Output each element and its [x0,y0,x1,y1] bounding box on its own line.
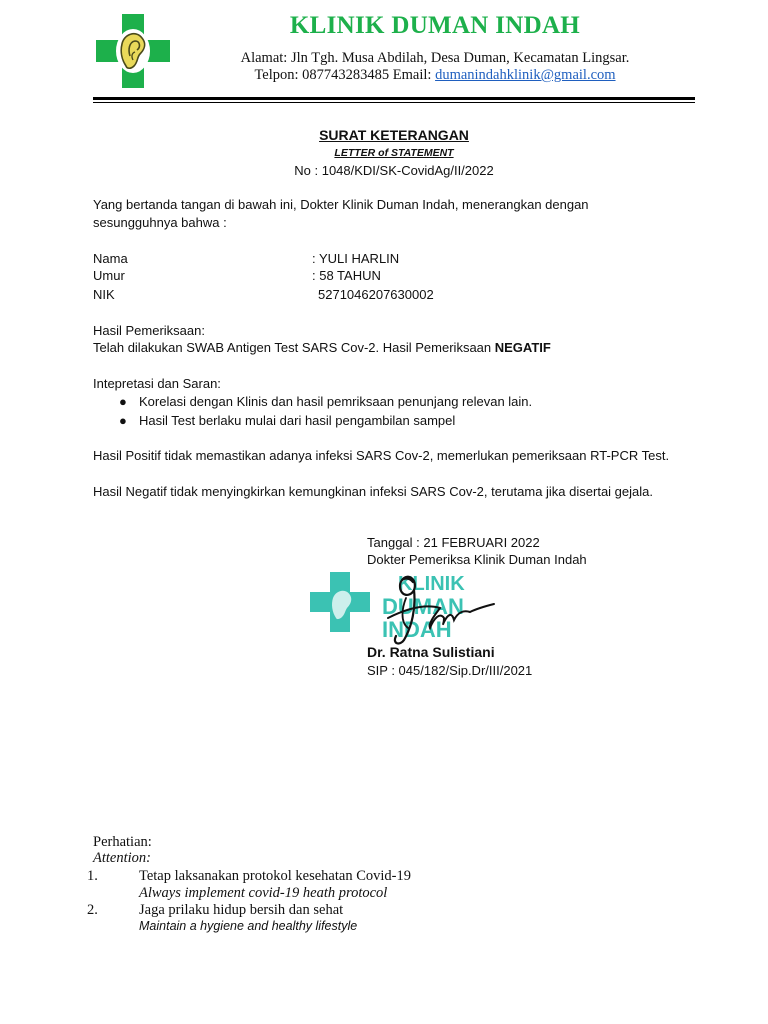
attention-item: Tetap laksanakan protokol kesehatan Covid-19 [139,868,411,884]
attention-item: Jaga prilaku hidup bersih dan sehat [139,902,344,918]
bullet-icon: ● [119,413,127,428]
letter-title: SURAT KETERANGAN [319,127,469,143]
nik-value: 5271046207630002 [318,287,434,302]
clinic-address: Alamat: Jln Tgh. Musa Abdilah, Desa Duman, Kecamatan Lingsar. [240,50,630,66]
header-divider-thick [93,97,695,100]
clinic-contact [200,67,670,84]
stamp-line-3: INDAH [382,617,452,642]
attention-item-en: Maintain a hygiene and healthy lifestyle [139,919,358,933]
intro-line-2: sesungguhnya bahwa : [93,215,227,230]
header-divider-thin [93,102,695,103]
attention-item-en: Always implement covid-19 heath protocol [139,885,388,901]
intro-line-1: Yang bertanda tangan di bawah ini, Dokter Klinik Duman Indah, menerangkan dengan [93,197,589,212]
handwritten-signature [378,568,498,653]
letter-subtitle: LETTER of STATEMENT [334,147,454,159]
stamp-line-2: DUMAN [382,594,464,619]
attention-number: 2. [87,902,98,918]
signature-role: Dokter Pemeriksa Klinik Duman Indah [367,552,587,567]
medical-cross-ear-logo-icon [96,14,170,88]
doctor-sip: SIP : 045/182/Sip.Dr/III/2021 [367,663,533,678]
advice-item: Hasil Test berlaku mulai dari hasil pengambilan sampel [139,413,456,428]
signature-date: Tanggal : 21 FEBRUARI 2022 [367,535,540,550]
doctor-name: Dr. Ratna Sulistiani [367,644,495,660]
result-heading: Hasil Pemeriksaan: [93,323,205,338]
result-value: NEGATIF [494,340,551,355]
advice-heading: Intepretasi dan Saran: [93,376,221,391]
stamp-line-1: KLINIK [398,573,465,595]
attention-heading-en: Attention: [93,850,151,866]
name-label: Nama [93,251,128,266]
note-negative: Hasil Negatif tidak menyingkirkan kemungkinan infeksi SARS Cov-2, terutama jika disertai gejala. [93,484,653,499]
attention-number: 1. [87,868,98,884]
attention-heading: Perhatian: [93,834,152,850]
clinic-name: KLINIK DUMAN INDAH [289,12,581,39]
bullet-icon: ● [119,394,127,409]
age-label: Umur [93,268,125,283]
age-value: : 58 TAHUN [312,268,381,283]
advice-item: Korelasi dengan Klinis dan hasil pemriksaan penunjang relevan lain. [139,394,533,409]
note-positive: Hasil Positif tidak memastikan adanya infeksi SARS Cov-2, memerlukan pemeriksaan RT-PCR Test. [93,448,670,463]
name-value: : YULI HARLIN [312,251,400,266]
letter-number: No : 1048/KDI/SK-CovidAg/II/2022 [294,163,494,178]
clinic-email-link[interactable]: dumanindahklinik@gmail.com [435,67,616,83]
result-sentence: Telah dilakukan SWAB Antigen Test SARS Cov-2. Hasil Pemeriksaan [93,340,495,355]
nik-label: NIK [93,287,115,302]
result-text [93,339,693,357]
clinic-phone: Telpon: 087743283485 Email: [254,67,436,83]
